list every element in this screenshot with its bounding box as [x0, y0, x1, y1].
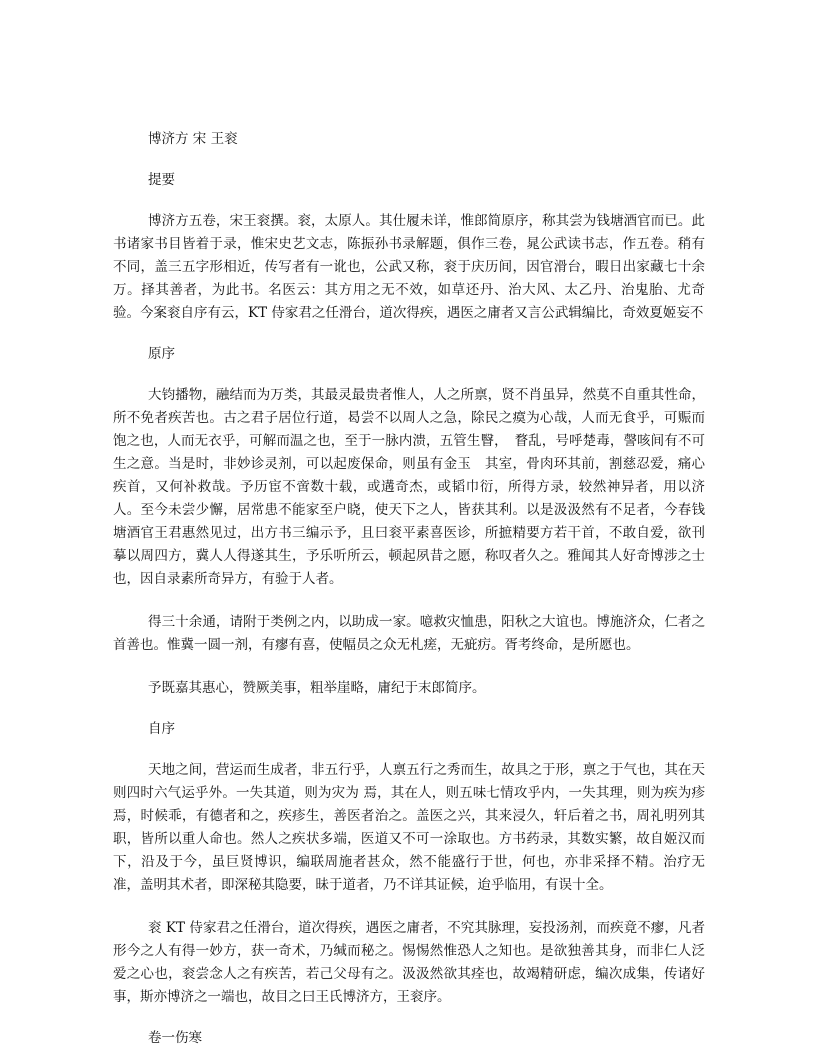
- document-page: [113, 128, 705, 1050]
- zixu-paragraph-1: 天地之间，营运而生成者，非五行乎，人禀五行之秀而生，故具之于形，禀之于气也，其在天则四时六气运乎外。一失其道，则为灾为 焉，其在人，则五味七情攻乎内，一失其理，则为疾为疹焉，时候乖，有德者和之，疾疹生，善医者治之。盖医之兴，其来浸久，轩后着之书，周礼明列其职，皆所以重人命也。然人之疾状多端，医道又不可一涂取也。方书药录，其数实繁，故自姬汉而下，沿及于今，虽巨贤博识，编联周施者甚众，然不能盛行于世，何也，亦非采择不精。治疗无准，盖明其术者，即深秘其隐要，昧于道者，乃不详其证候，迨乎临用，有误十全。: [113, 762, 705, 893]
- section-heading-juan1: 卷一伤寒: [148, 1030, 202, 1046]
- document-title: 博济方 宋 王衮: [148, 131, 238, 147]
- yuanxu-paragraph-2: 得三十余通，请附于类例之内，以助成一家。噫救灾恤患，阳秋之大谊也。博施济众，仁者之首善也。惟冀一圆一剂，有瘳有喜，使幅员之众无札瘥，无疵疠。胥考终命，是所愿也。: [113, 614, 705, 653]
- section-heading-yuanxu: 原序: [148, 346, 175, 362]
- yuanxu-paragraph-1: 大钧播物，融结而为万类，其最灵最贵者惟人，人之所禀，贤不肖虽异，然莫不自重其性命，所不免者疾苦也。古之君子居位行道，曷尝不以周人之急，除民之瘼为心哉，人而无食乎，可赈而饱之也，人而无衣乎，可解而温之也，至于一脉内溃，五管生瞖， 瞀乱，号呼楚毒，謦咳间有不可生之意。当是时，非妙诊灵剂，可以起废保命，则虽有金玉 其室，骨肉环其前，割慈忍爱，痛心疾首，又何补救哉。予历宦不啻数十载，或遘奇杰，或韬巾衍，所得方录，较然神异者，用以济人。至今未尝少懈，居常患不能家至户晓，使天下之人，皆获其利。以是汲汲然有不足者，今春钱塘酒官王君惠然见过，出方书三编示予，且曰衮平素喜医诊，所摭精要方若干首，不敢自爱，欲刊摹以周四方，冀人人得遂其生，予乐听所云，顿起夙昔之愿，称叹者久之。雅闻其人好奇博涉之士也，因自录素所奇异方，有验于人者。: [113, 387, 705, 587]
- section-heading-tiyao: 提要: [148, 172, 175, 188]
- tiyao-paragraph: 博济方五卷，宋王衮撰。衮，太原人。其仕履未详，惟郎简原序，称其尝为钱塘酒官而已。此书诸家书目皆着于录，惟宋史艺文志，陈振孙书录解题，俱作三卷，晁公武读书志，作五卷。稍有不同，盖三五字形相近，传写者有一讹也，公武又称，衮于庆历间，因官滑台，暇日出家藏七十余万。择其善者，为此书。名医云：其方用之无不效，如草还丹、治大风、太乙丹、治鬼胎、尤奇验。今案衮自序有云，KT 侍家君之任滑台，道次得疾，遇医之庸者又言公武辑编比，奇效夏姬妄不: [113, 213, 705, 321]
- zixu-paragraph-2: 衮 KT 侍家君之任滑台，道次得疾，遇医之庸者，不究其脉理，妄投汤剂，而疾竟不瘳，凡者形今之人有得一妙方，获一奇术，乃缄而秘之。惕惕然惟恐人之知也。是欲独善其身，而非仁人泛爱之心也，衮尝念人之有疾苦，若己父母有之。汲汲然欲其痊也，故竭精研虑，编次成集，传诸好事，斯亦博济之一端也，故目之曰王氏博济方，王衮序。: [113, 920, 705, 1005]
- section-heading-zixu: 自序: [148, 721, 175, 737]
- yuanxu-paragraph-3: 予既嘉其惠心，赞厥美事，粗举崖略，庸纪于末郎简序。: [148, 680, 486, 696]
